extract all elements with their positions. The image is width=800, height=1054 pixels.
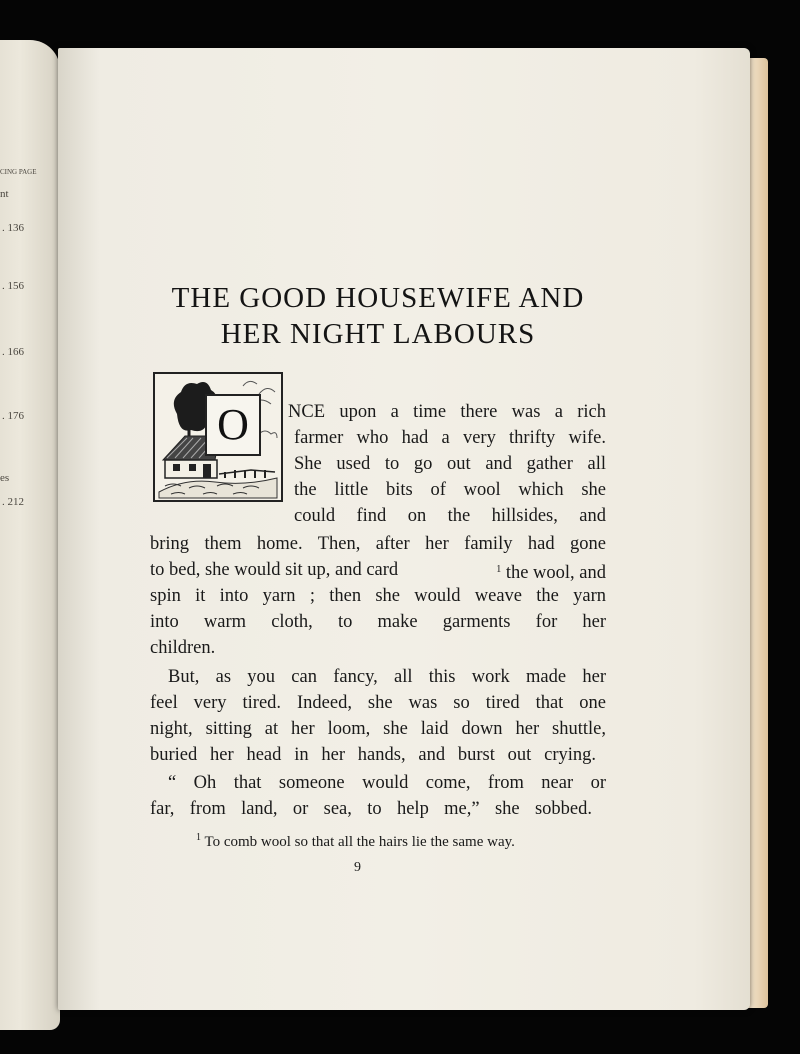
left-page-fragment: es (0, 472, 10, 484)
text-line: far, from land, or sea, to help me,” she sobbed. (150, 799, 592, 819)
chapter-title-line: HER NIGHT LABOURS (220, 318, 536, 350)
footnote-marker: 1 (496, 564, 502, 575)
text-line: the little bits of wool which she (294, 480, 606, 500)
text-line: bring them home. Then, after her family had gone (150, 534, 606, 554)
footnote-marker: 1 (196, 832, 201, 843)
page-number: 9 (354, 860, 361, 875)
left-page-fragment: . 166 (2, 346, 24, 358)
footnote (196, 832, 515, 851)
chapter-title (150, 280, 606, 352)
text-line: spin it into yarn ; then she would weave the yarn (150, 586, 606, 606)
text-line: could find on the hillsides, and (294, 506, 606, 526)
book-page (58, 48, 750, 1010)
illustrated-initial (153, 372, 283, 502)
text-segment: to bed, she would sit up, and card (150, 560, 399, 580)
footnote-text: To comb wool so that all the hairs lie the same way. (201, 834, 515, 850)
text-line: But, as you can fancy, all this work made her (168, 667, 606, 687)
text-line: feel very tired. Indeed, she was so tired that one (150, 693, 606, 713)
left-page-fragment: . 156 (2, 280, 24, 292)
text-line: She used to go out and gather all (294, 454, 606, 474)
text-line: NCE upon a time there was a rich (288, 402, 606, 422)
left-page (0, 40, 60, 1030)
left-page-fragment: . 176 (2, 410, 24, 422)
text-line-with-footnote (150, 557, 606, 586)
text-line: farmer who had a very thrifty wife. (294, 428, 606, 448)
text-line: children. (150, 638, 216, 658)
text-line: “ Oh that someone would come, from near or (168, 773, 606, 793)
text-line: buried her head in her hands, and burst out crying. (150, 745, 596, 765)
left-page-fragment: nt (0, 188, 9, 200)
chapter-title-line: THE GOOD HOUSEWIFE AND (171, 282, 585, 314)
left-page-fragment: . 212 (2, 496, 24, 508)
text-line: into warm cloth, to make garments for her (150, 612, 606, 632)
text-line: night, sitting at her loom, she laid down her shuttle, (150, 719, 606, 739)
left-page-fragment: . 136 (2, 222, 24, 234)
text-segment: the wool, and (501, 563, 606, 583)
left-page-header: CING PAGE (0, 168, 37, 176)
dropcap-letter: O (205, 394, 261, 456)
